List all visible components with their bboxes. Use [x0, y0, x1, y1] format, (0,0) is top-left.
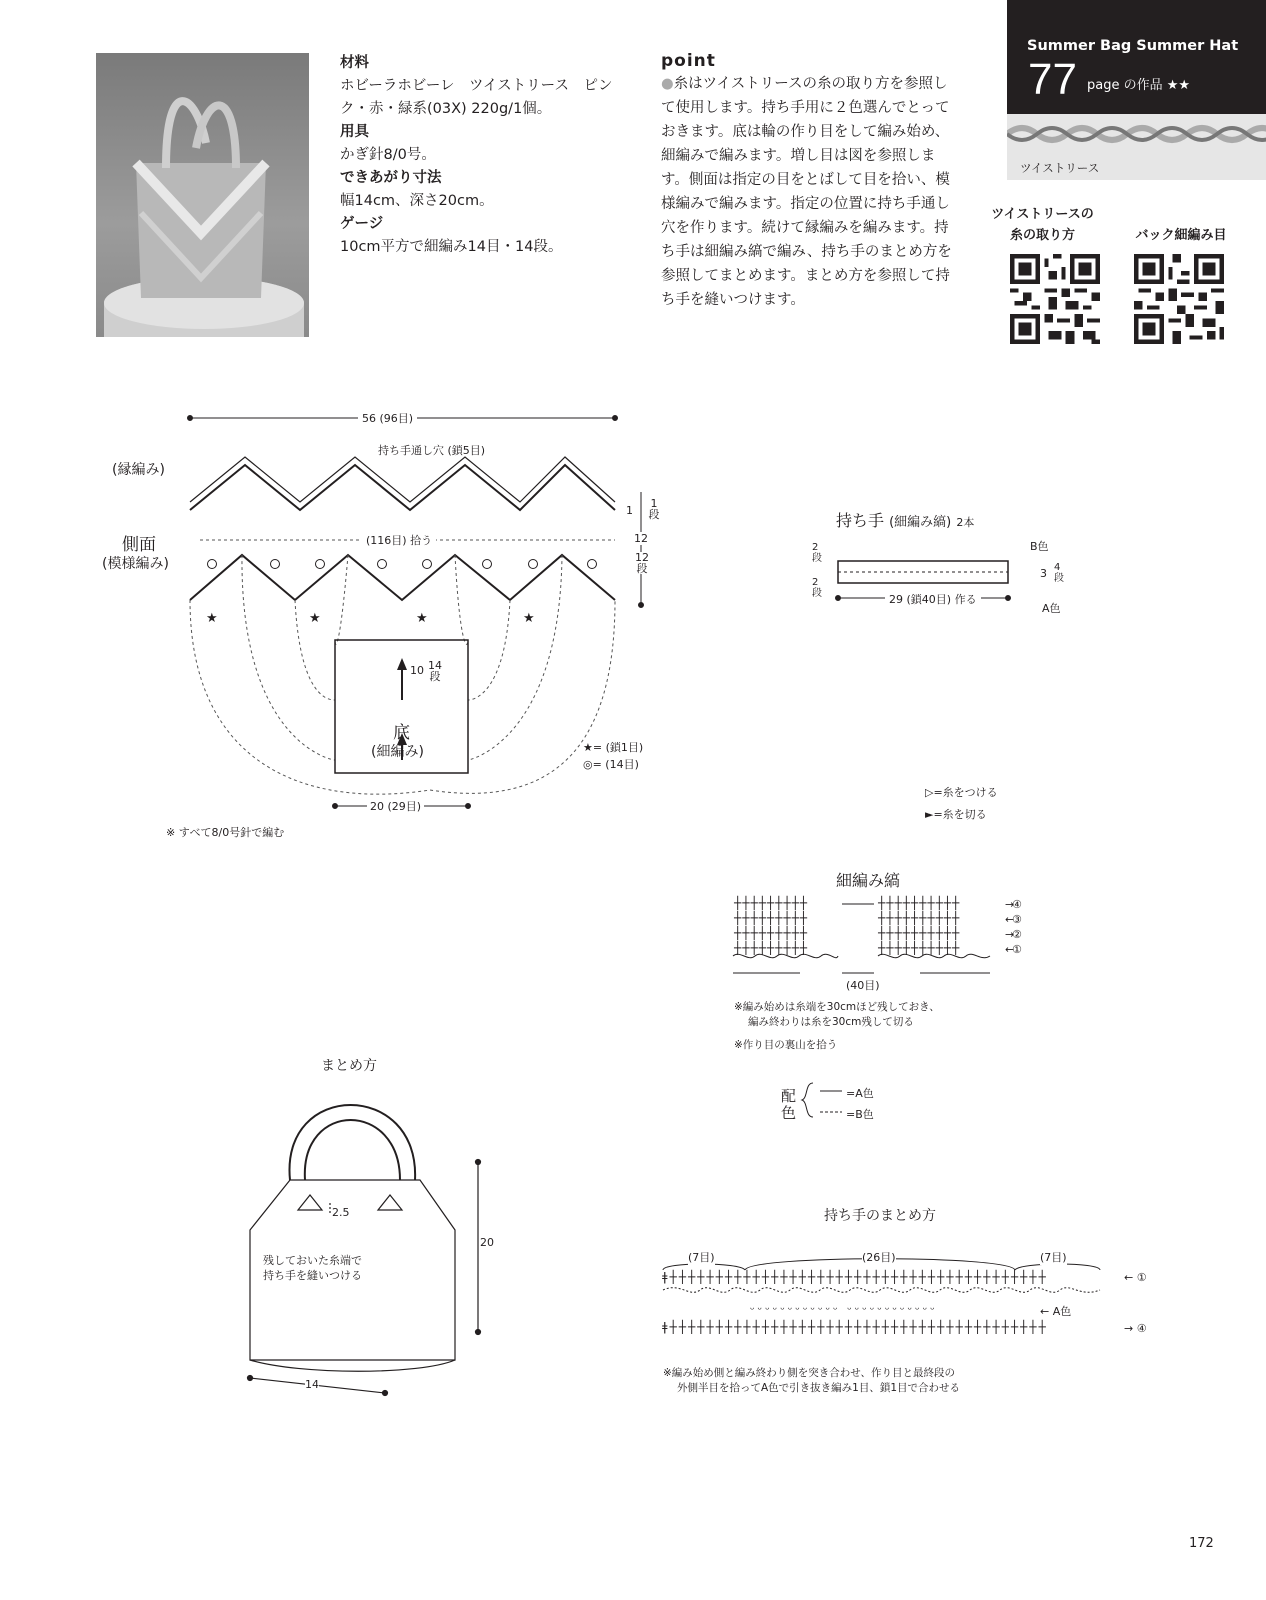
ha-row1: ① — [1136, 1271, 1147, 1284]
symbol-cut: ►=糸を切る — [925, 808, 987, 821]
handle-assembly-title: 持ち手のまとめ方 — [824, 1208, 936, 1224]
width-top-label: 56 (96目) — [358, 410, 417, 426]
stripe-note-3: ※作り目の裏山を拾う — [734, 1039, 838, 1051]
handle-rows-bottom: 2段 — [812, 577, 822, 599]
series-title: Summer Bag Summer Hat — [1027, 38, 1239, 54]
legend-star: ★= (鎖1目) — [583, 741, 644, 754]
bottom-width-label: 20 (29目) — [367, 798, 424, 814]
bottom-rows-n: 14 — [428, 659, 442, 672]
handle-title-sub: (細編み縞) — [889, 515, 952, 530]
handle-assembly-slip: ᵕᵕᵕᵕᵕᵕᵕᵕᵕᵕᵕᵕ ᵕᵕᵕᵕᵕᵕᵕᵕᵕᵕᵕᵕ — [750, 1303, 938, 1316]
qr-label-1a: ツイストリースの — [991, 207, 1094, 222]
bottom-rows — [428, 660, 442, 682]
side-sub-label: (模様編み) — [102, 556, 169, 572]
edge-rows-n: 1 — [650, 497, 658, 510]
point-body: 糸はツイストリースの糸の取り方を参照して使用します。持ち手用に２色選んでとっておきます。底は輪の作り目をして編み始め、細編みで編みます。増し目は図を参照します。側面は指定の目をとばして目を拾い、模様編みで編みます。指定の位置に持ち手通し穴を作ります。続けて縁編みを編みます。持ち手は細編み縞で編み、持ち手のまとめ方を参照してまとめます。まとめ方を参照して持ち手を縫いつけます。 — [661, 76, 952, 308]
tools-heading: 用具 — [340, 124, 369, 140]
legend-circle: ◎= (14目) — [583, 758, 639, 771]
assembly-note-1: 残しておいた糸端で — [263, 1254, 362, 1267]
assembly-overlap: 2.5 — [332, 1206, 350, 1219]
page-ref-number: 77 — [1028, 55, 1077, 104]
row-arrows: → ← → ← — [1005, 898, 1015, 956]
bottom-label: 底 — [393, 723, 410, 743]
bullet-icon: ● — [661, 76, 674, 92]
svg-text:★: ★ — [206, 611, 218, 626]
gauge-value: 10cm平方で細編み14目・14段。 — [340, 239, 563, 255]
handle-title-main: 持ち手 — [836, 511, 885, 530]
handle-assembly-row4: ǂ┼┼┼┼┼┼┼┼┼┼┼┼┼┼┼┼┼┼┼┼┼┼┼┼┼┼┼┼┼┼┼┼┼┼┼┼┼┼┼┼┼ — [662, 1320, 1048, 1334]
materials-value: ホビーラホビーレ ツイストリース ピンク・赤・緑系(03X) 220g/1個。 — [340, 78, 613, 117]
edge-label: (縁編み) — [112, 462, 165, 478]
handle-hole-label: 持ち手通し穴 (鎖5目) — [378, 444, 486, 457]
point-heading: point — [661, 51, 716, 71]
side-label: 側面 — [122, 535, 156, 555]
ha-a-color: A色 — [1052, 1305, 1072, 1318]
page-ref-suffix: page の作品 ★★ — [1087, 78, 1191, 93]
stripe-count: (40目) — [846, 979, 880, 992]
page-number: 172 — [1189, 1536, 1214, 1551]
row-2: ② — [1012, 928, 1022, 941]
symbol-attach: ▷=糸をつける — [925, 786, 998, 799]
size-value: 幅14cm、深さ20cm。 — [340, 193, 494, 209]
stripe-note-1: ※編み始めは糸端を30cmほど残しておき、 — [734, 1001, 940, 1013]
stripe-stitches-left: ┼┼┼┼┼┼┼┼┼ ┼┼┼┼┼┼┼┼┼ ┼┼┼┼┼┼┼┼┼ ┼┼┼┼┼┼┼┼┼ — [734, 896, 809, 955]
edge-rows-unit: 段 — [648, 508, 660, 521]
ha-note-2: 外側半目を拾ってA色で引き抜き編み1目、鎖1目で合わせる — [677, 1382, 961, 1394]
handle-assembly-note — [663, 1366, 960, 1396]
handle-height: 3 — [1040, 567, 1047, 580]
handle-a-color: A色 — [1042, 602, 1061, 615]
tools-value: かぎ針8/0号。 — [340, 147, 436, 163]
gauge-heading: ゲージ — [340, 216, 384, 232]
edge-rows: 1 — [626, 504, 633, 517]
bottom-rows-unit: 段 — [429, 670, 441, 683]
color-key-b: =B色 — [846, 1108, 874, 1121]
stripe-title: 細編み縞 — [836, 871, 901, 890]
side-rows-n: 12 — [635, 551, 649, 564]
bottom-height: 10 — [410, 664, 424, 677]
handle-assembly-left: (7目) — [688, 1251, 715, 1264]
row-1: ① — [1012, 943, 1022, 956]
stripe-stitches-right: ┼┼┼┼┼┼┼┼┼┼ ┼┼┼┼┼┼┼┼┼┼ ┼┼┼┼┼┼┼┼┼┼ ┼┼┼┼┼┼┼┼┼┼ — [878, 896, 961, 955]
side-rows-unit: 段 — [636, 562, 648, 575]
svg-text:★: ★ — [309, 611, 321, 626]
handle-count: 2本 — [956, 516, 975, 529]
handle-rows-top: 2段 — [812, 542, 822, 564]
color-key-a: =A色 — [846, 1087, 874, 1100]
needle-note: ※ すべて8/0号針で編む — [166, 826, 285, 839]
assembly-note — [263, 1253, 362, 1283]
row-4: ④ — [1012, 898, 1022, 911]
svg-text:★: ★ — [416, 611, 428, 626]
ha-note-1: ※編み始め側と編み終わり側を突き合わせ、作り目と最終段の — [663, 1367, 955, 1379]
pickup-label: (116目) 拾う — [362, 532, 436, 548]
handle-length: 29 (鎖40目) 作る — [885, 591, 981, 607]
handle-assembly-right: (7目) — [1040, 1251, 1067, 1264]
qr-label-1b: 糸の取り方 — [1009, 228, 1075, 243]
color-key-label: 配色 — [781, 1087, 797, 1122]
handle-title — [836, 508, 974, 531]
ha-row4: ④ — [1136, 1322, 1147, 1335]
assembly-width: 14 — [305, 1378, 319, 1391]
svg-text:★: ★ — [523, 611, 535, 626]
yarn-label: ツイストリース — [1020, 161, 1100, 175]
handle-assembly-row1: ǂ┼┼┼┼┼┼┼┼┼┼┼┼┼┼┼┼┼┼┼┼┼┼┼┼┼┼┼┼┼┼┼┼┼┼┼┼┼┼┼┼┼ — [662, 1270, 1048, 1284]
handle-height-rows: 4段 — [1054, 562, 1064, 584]
edge-rows-sub — [648, 498, 660, 520]
row-3: ③ — [1012, 913, 1022, 926]
handle-assembly-row1-label: ← ① — [1124, 1271, 1147, 1284]
assembly-note-2: 持ち手を縫いつける — [263, 1269, 362, 1282]
side-rows — [634, 552, 650, 574]
bottom-sub-label: (細編み) — [371, 744, 424, 760]
handle-assembly-a-color: ← A色 — [1040, 1305, 1072, 1318]
handle-assembly-mid: (26目) — [862, 1251, 896, 1264]
side-height: 12 — [634, 532, 648, 545]
qr-label-2: バック細編み目 — [1135, 228, 1227, 243]
stripe-notes — [734, 1000, 940, 1053]
handle-assembly-row4-label: → ④ — [1124, 1322, 1147, 1335]
assembly-title: まとめ方 — [321, 1058, 377, 1074]
stripe-note-2: 編み終わりは糸を30cm残して切る — [748, 1016, 914, 1028]
assembly-height: 20 — [480, 1236, 494, 1249]
handle-b-color: B色 — [1030, 540, 1049, 553]
size-heading: できあがり寸法 — [340, 170, 442, 186]
materials-heading: 材料 — [340, 55, 369, 71]
